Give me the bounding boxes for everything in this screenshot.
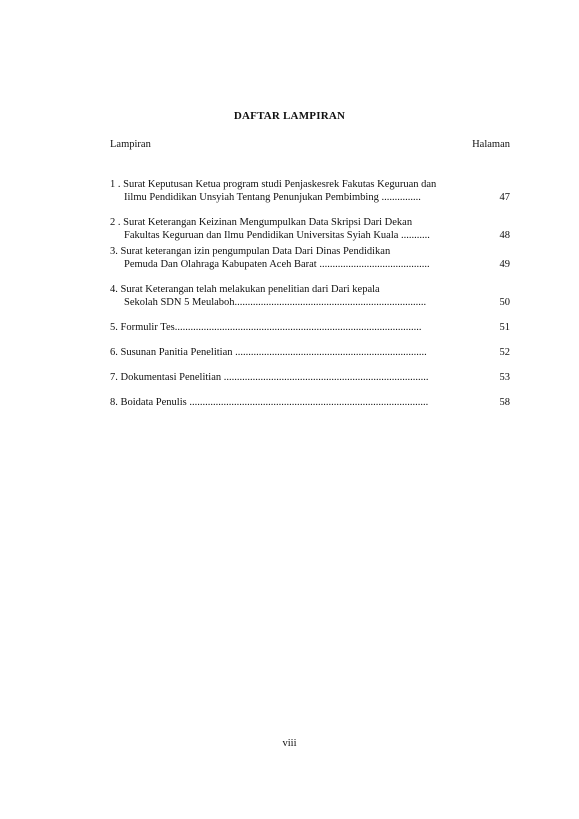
appendix-list — [110, 178, 510, 421]
appendix-entry-2-title-cont: Fakultas Keguruan dan Ilmu Pendidikan Universitas Syiah Kuala ........... — [124, 230, 430, 241]
appendix-entry-1 — [110, 178, 510, 204]
appendix-entry-2 — [110, 216, 510, 242]
appendix-entry-7-page: 53 — [499, 372, 510, 383]
appendix-entry-5 — [110, 321, 510, 334]
appendix-entry-7 — [110, 371, 510, 384]
appendix-entry-6-title: 6. Susunan Panitia Penelitian ......................................................................... — [110, 347, 427, 358]
appendix-entry-8-page: 58 — [499, 397, 510, 408]
appendix-entry-2-title: 2 . Surat Keterangan Keizinan Mengumpulkan Data Skripsi Dari Dekan — [110, 217, 413, 228]
appendix-entry-4-title-cont: Sekolah SDN 5 Meulaboh......................................................................... — [124, 297, 427, 308]
appendix-entry-5-title: 5. Formulir Tes.............................................................................................. — [110, 322, 422, 333]
appendix-entry-4 — [110, 283, 510, 309]
appendix-entry-4-title: 4. Surat Keterangan telah melakukan penelitian dari Dari kepala — [110, 284, 380, 295]
appendix-entry-5-page: 51 — [499, 322, 510, 333]
appendix-entry-2-page: 48 — [499, 230, 510, 241]
column-header-halaman: Halaman — [472, 139, 510, 150]
page-number: viii — [282, 738, 297, 749]
appendix-entry-6 — [110, 346, 510, 359]
appendix-entry-8-title: 8. Boidata Penulis ........................................................................................... — [110, 397, 429, 408]
appendix-entry-3-page: 49 — [499, 259, 510, 270]
appendix-entry-8 — [110, 396, 510, 409]
appendix-entry-3-title: 3. Surat keterangan izin pengumpulan Data Dari Dinas Pendidikan — [110, 246, 391, 257]
appendix-entry-4-page: 50 — [499, 297, 510, 308]
appendix-entry-3 — [110, 245, 510, 271]
appendix-entry-3-title-cont: Pemuda Dan Olahraga Kabupaten Aceh Barat .......................................... — [124, 259, 430, 270]
appendix-entry-1-page: 47 — [499, 192, 510, 203]
page-title: DAFTAR LAMPIRAN — [233, 110, 346, 122]
appendix-entry-6-page: 52 — [499, 347, 510, 358]
appendix-entry-1-title-cont: Iilmu Pendidikan Unsyiah Tentang Penunjukan Pembimbing ............... — [124, 192, 421, 203]
column-header-lampiran: Lampiran — [110, 139, 151, 150]
appendix-entry-7-title: 7. Dokumentasi Penelitian .............................................................................. — [110, 372, 429, 383]
appendix-entry-1-title: 1 . Surat Keputusan Ketua program studi Penjaskesrek Fakutas Keguruan dan — [110, 179, 437, 190]
